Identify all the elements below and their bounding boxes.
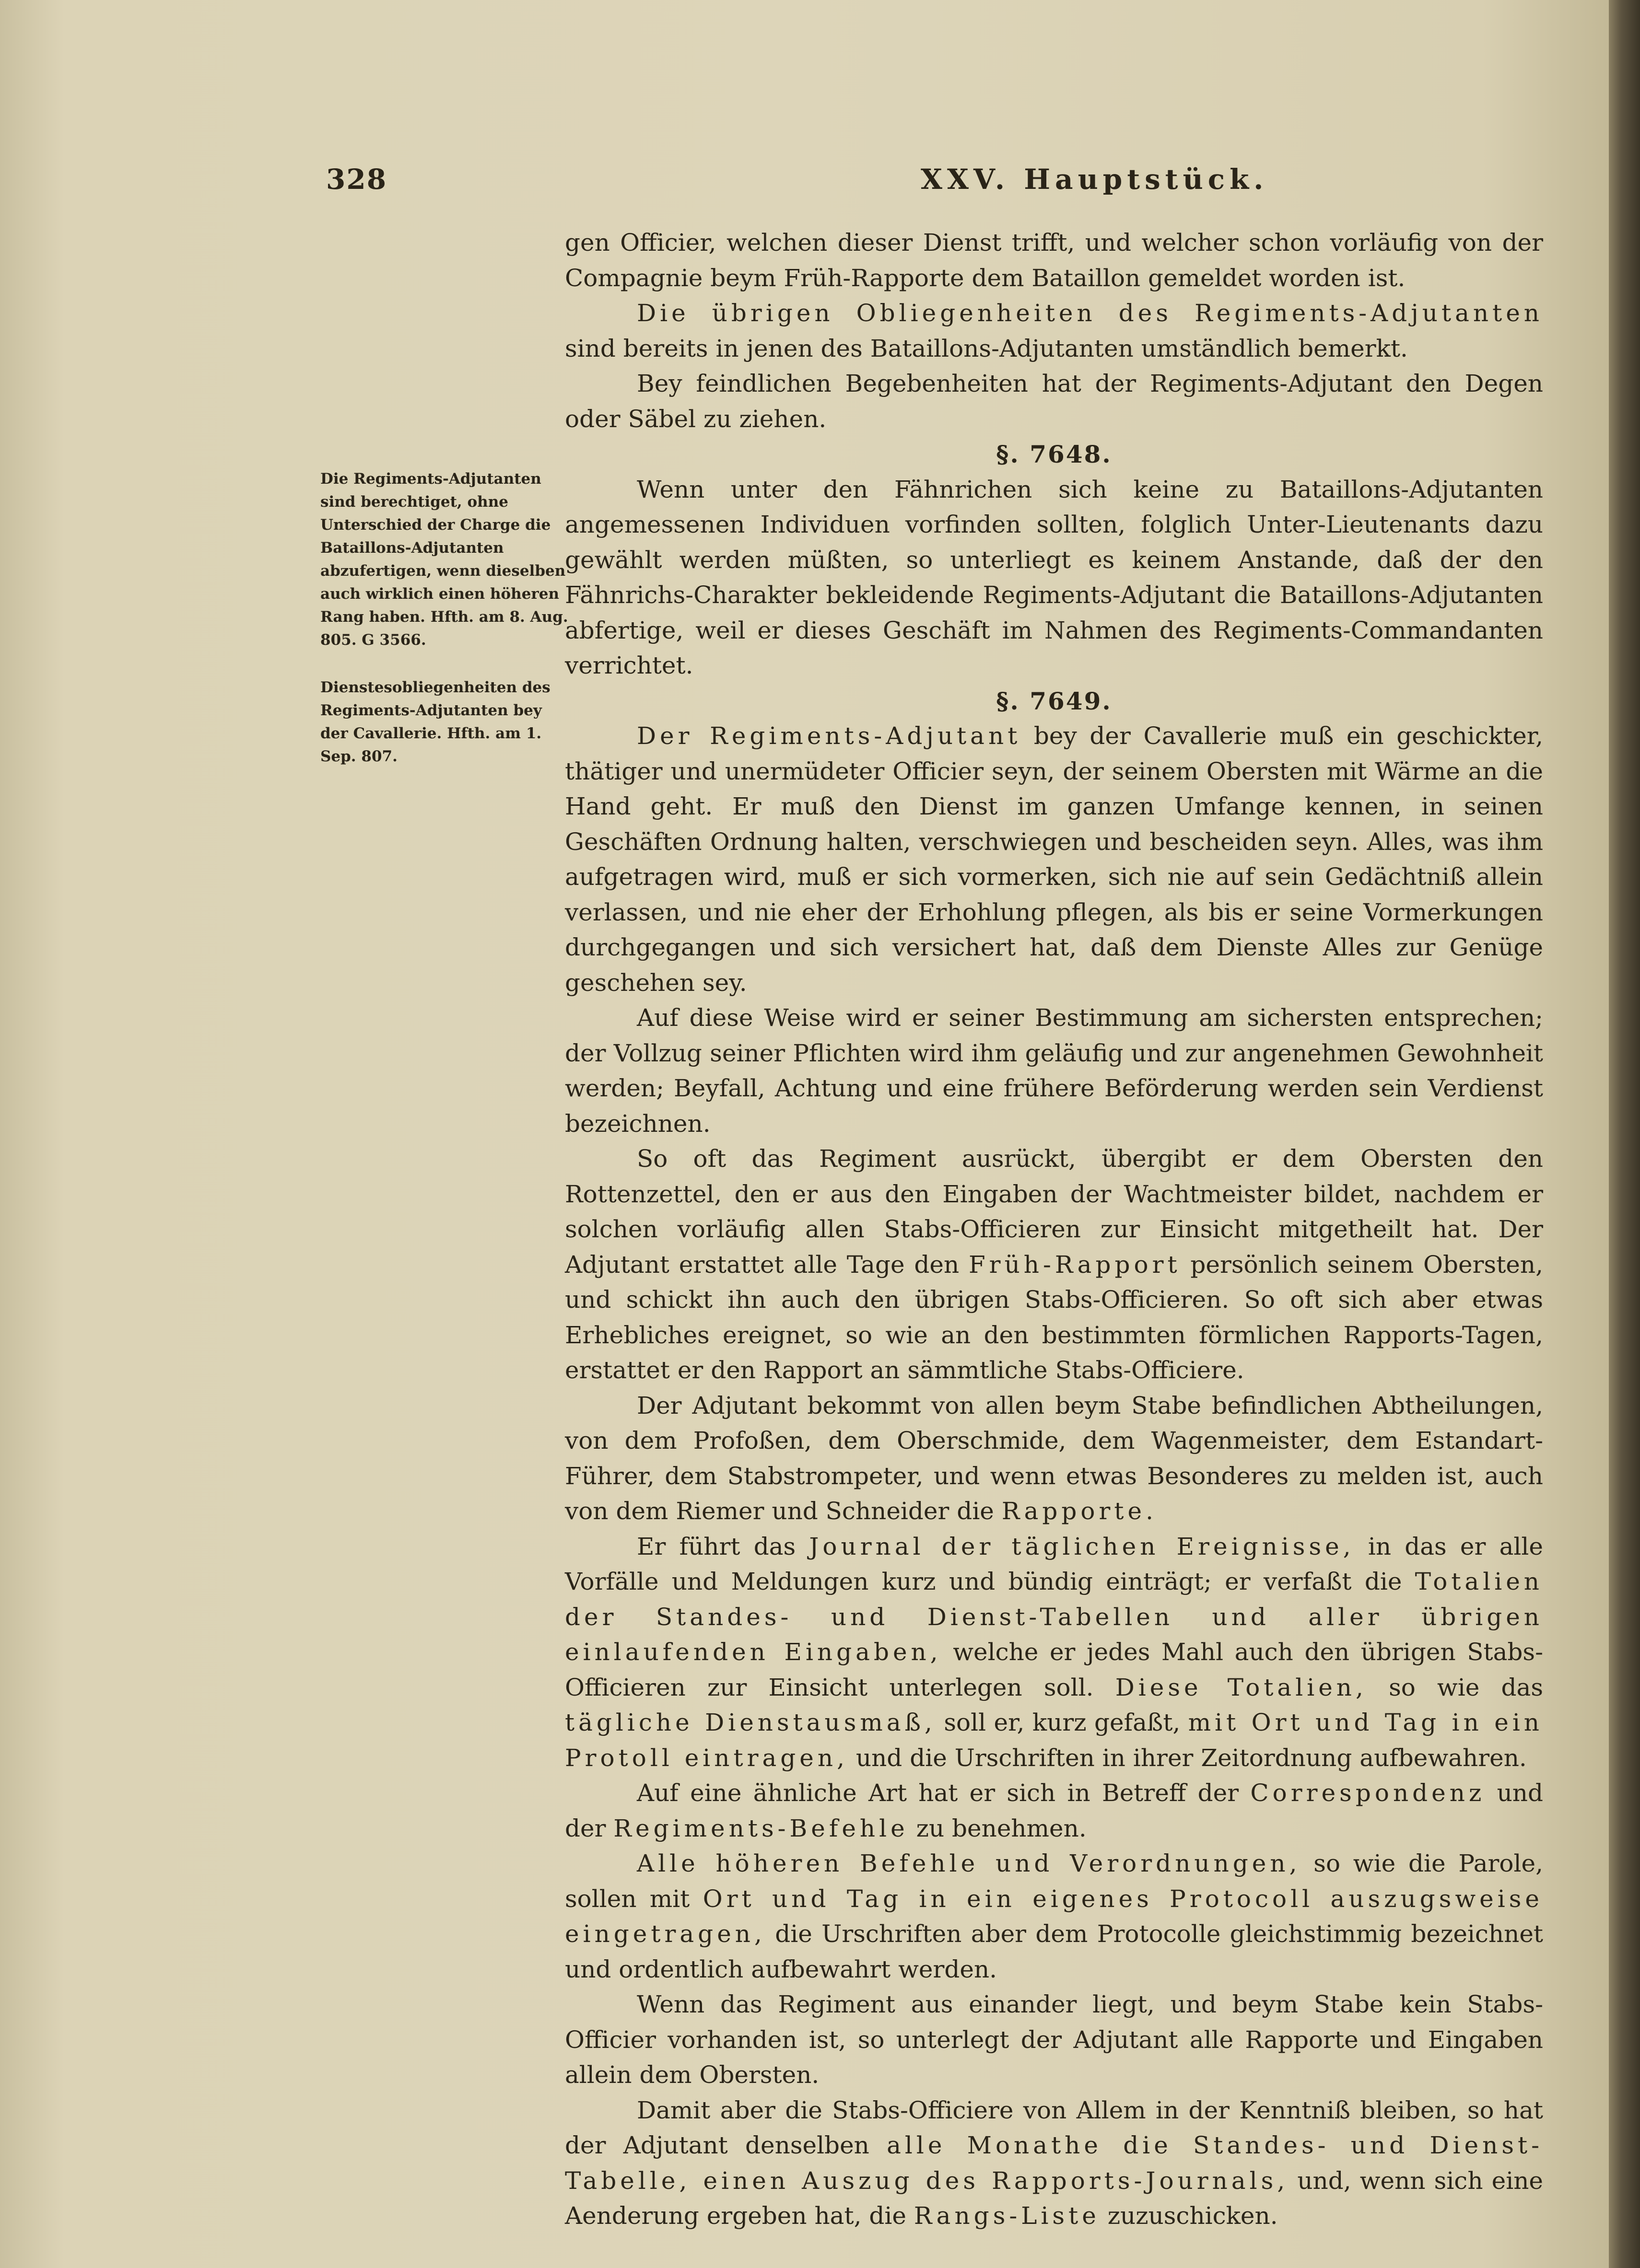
emphasis: Rangs-Liste — [914, 2202, 1100, 2230]
paragraph: So oft das Regiment ausrückt, übergibt er dem Obersten den Rottenzettel, den er aus den Eingaben der Wachtmeister bildet, nachdem er solchen vorläufig allen Stabs-Officieren zur Einsicht mitgetheilt hat. Der Adjutant erstattet alle Tage den Früh-Rapport persönlich seinem Obersten, und schickt ihn auch den übrigen Stabs-Officieren. So oft sich aber etwas Erhebliches ereignet, so wie an den bestimmten förmlichen Rapports-Tagen, erstattet er den Rapport an sämmtliche Stabs-Officiere. — [565, 1145, 1543, 1384]
paragraph: Auf diese Weise wird er seiner Bestimmung am sichersten entsprechen; der Vollzug seiner Pflichten wird ihm geläufig und zur angenehmen Gewohnheit werden; Beyfall, Achtung und eine frühere Beförderung werden sein Verdienst bezeichnen. — [565, 1004, 1543, 1138]
paragraph: Er führt das Journal der täglichen Ereignisse, in das er alle Vorfälle und Meldungen kurz und bündig einträgt; er verfaßt die Totalien der Standes- und Dienst-Tabellen und aller übrigen einlaufenden Eingaben, welche er jedes Mahl auch den übrigen Stabs-Officieren zur Einsicht unterlegen soll. Diese Totalien, so wie das tägliche Dienstausmaß, soll er, kurz gefaßt, mit Ort und Tag in ein Protoll eintragen, und die Urschriften in ihrer Zeitordnung aufbewahren. — [565, 1532, 1544, 1772]
margin-note-regiments-adjutanten: Die Regiments-Adjutanten sind berechtiget, ohne Unterschied der Charge die Bataillons-Adjutanten abzufertigen, wenn dieselben auch wirklich einen höheren Rang haben. Hfth. am 8. Aug. 805. G 3566. — [320, 470, 568, 649]
page-header — [326, 163, 1554, 206]
emphasis: mit Ort und Tag in ein Protoll eintragen, — [565, 1709, 1544, 1772]
paragraph: Die übrigen Obliegenheiten des Regiments-Adjutanten sind bereits in jenen des Bataillons-Adjutanten umständlich bemerkt. — [565, 299, 1543, 362]
main-text — [565, 225, 1543, 2234]
emphasis: Die übrigen Obliegenheiten des Regiments-Adjutanten — [637, 299, 1543, 327]
emphasis: Totalien der Standes- und Dienst-Tabellen und aller übrigen einlaufenden Eingaben, — [565, 1568, 1543, 1666]
emphasis: Der Regiments-Adjutant — [637, 722, 1021, 750]
page-number: 328 — [326, 163, 387, 196]
emphasis: Correspondenz — [1250, 1779, 1486, 1807]
emphasis: Diese Totalien, — [1115, 1673, 1367, 1701]
paragraph: Bey feindlichen Begebenheiten hat der Regiments-Adjutant den Degen oder Säbel zu ziehen. — [565, 370, 1543, 433]
paragraph: gen Officier, welchen dieser Dienst trifft, und welcher schon vorläufig von der Compagnie beym Früh-Rapporte dem Bataillon gemeldet worden ist. — [565, 229, 1543, 292]
emphasis: alle Monathe die Standes- und Dienst-Tabelle, einen Auszug des Rapports-Journals, — [565, 2131, 1543, 2195]
paragraph: Alle höheren Befehle und Verordnungen, so wie die Parole, sollen mit Ort und Tag in ein eigenes Protocoll auszugsweise eingetragen, die Urschriften aber dem Protocolle gleichstimmig bezeichnet und ordentlich aufbewahrt werden. — [565, 1849, 1543, 1983]
running-title: XXV. Hauptstück. — [921, 163, 1268, 196]
emphasis: Alle höheren Befehle und Verordnungen, — [637, 1849, 1301, 1877]
paragraph: Damit aber die Stabs-Officiere von Allem in der Kenntniß bleiben, so hat der Adjutant denselben alle Monathe die Standes- und Dienst-Tabelle, einen Auszug des Rapports-Journals, und, wenn sich eine Aenderung ergeben hat, die Rangs-Liste zuzuschicken. — [565, 2096, 1543, 2230]
margin-note-dienstesobliegenheiten: Dienstesobliegenheiten des Regiments-Adjutanten bey der Cavallerie. Hfth. am 1. Sep. 807. — [320, 679, 551, 765]
paragraph: Der Adjutant bekommt von allen beym Stabe befindlichen Abtheilungen, von dem Profoßen, dem Oberschmide, dem Wagenmeister, dem Estandart-Führer, dem Stabstrompeter, und wenn etwas Besonderes zu melden ist, auch von dem Riemer und Schneider die Rapporte. — [565, 1391, 1543, 1525]
emphasis: tägliche Dienstausmaß, — [565, 1709, 936, 1736]
paragraph: Auf eine ähnliche Art hat er sich in Betreff der Correspondenz und der Regiments-Befehle zu benehmen. — [565, 1779, 1543, 1842]
emphasis: Ort und Tag in ein eigenes Protocoll auszugsweise eingetragen, — [565, 1884, 1543, 1948]
page-edge — [1609, 0, 1640, 2268]
emphasis: Früh-Rapport — [968, 1250, 1181, 1279]
emphasis: Regiments-Befehle — [613, 1814, 909, 1842]
paragraph: Wenn unter den Fähnrichen sich keine zu Bataillons-Adjutanten angemessenen Individuen vorfinden sollten, folglich Unter-Lieutenants dazu gewählt werden müßten, so unterliegt es keinem Anstande, daß der den Fähnrichs-Charakter bekleidende Regiments-Adjutant die Bataillons-Adjutanten abfertige, weil er dieses Geschäft im Nahmen des Regiments-Commandanten verrichtet. — [565, 475, 1543, 679]
paragraph: Wenn das Regiment aus einander liegt, und beym Stabe kein Stabs-Officier vorhanden ist, so unterlegt der Adjutant alle Rapporte und Eingaben allein dem Obersten. — [565, 1990, 1543, 2089]
section-heading: §. 7649. — [996, 686, 1112, 715]
section-heading: §. 7648. — [996, 440, 1112, 468]
emphasis: Rapporte. — [1001, 1497, 1158, 1525]
emphasis: Journal der täglichen Ereignisse, — [809, 1532, 1355, 1560]
paragraph: Der Regiments-Adjutant bey der Cavallerie muß ein geschickter, thätiger und unermüdeter Officier seyn, der seinem Obersten mit Wärme an die Hand geht. Er muß den Dienst im ganzen Umfange kennen, in seinen Geschäften Ordnung halten, verschwiegen und bescheiden seyn. Alles, was ihm aufgetragen wird, muß er sich vormerken, sich nie auf sein Gedächtniß allein verlassen, und nie eher der Erhohlung pflegen, als bis er seine Vormerkungen durchgegangen und sich versichert hat, daß dem Dienste Alles zur Genüge geschehen sey. — [565, 722, 1543, 997]
